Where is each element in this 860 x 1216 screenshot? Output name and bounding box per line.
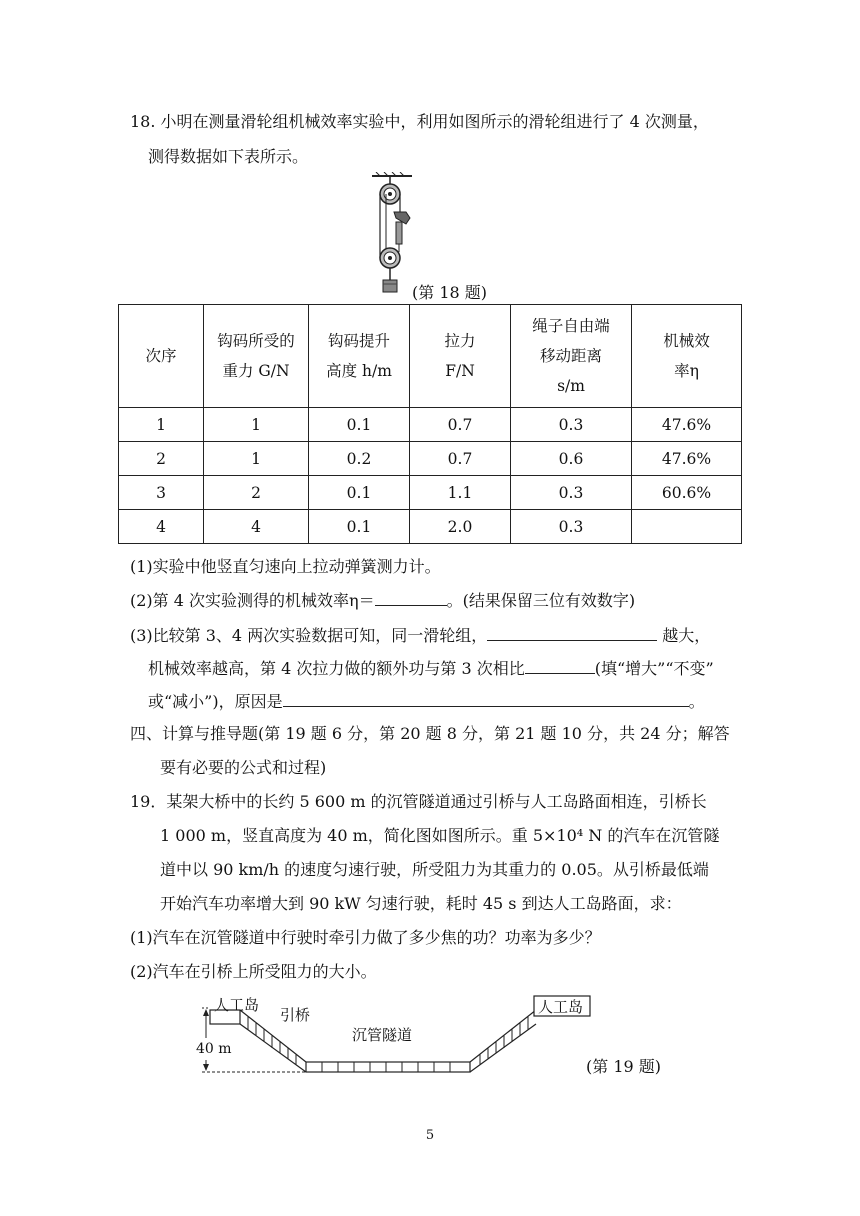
- header-order: 次序: [119, 305, 204, 408]
- header-efficiency: 机械效 率η: [632, 305, 742, 408]
- table-cell: 4: [119, 510, 204, 544]
- q18-sub1: (1)实验中他竖直匀速向上拉动弹簧测力计。: [130, 557, 441, 576]
- q18-stem-line1: 18. 小明在测量滑轮组机械效率实验中，利用如图所示的滑轮组进行了 4 次测量，: [130, 112, 709, 131]
- table-cell: 1: [204, 442, 309, 476]
- page-number: 5: [425, 1128, 435, 1143]
- q18-stem-line2: 测得数据如下表所示。: [148, 147, 309, 166]
- q18-sub2: (2)第 4 次实验测得的机械效率η＝ 。(结果保留三位有效数字): [130, 591, 636, 610]
- section4-heading-line1: 四、计算与推导题(第 19 题 6 分，第 20 题 8 分，第 21 题 10 分，共 24 分；解答: [130, 724, 730, 743]
- q19-figure-caption: (第 19 题): [586, 1057, 662, 1076]
- table-cell: 2: [119, 442, 204, 476]
- q18-sub3-line2: 机械效率越高，第 4 次拉力做的额外功与第 3 次相比 (填“增大”“不变”: [148, 659, 714, 678]
- table-cell: 0.7: [410, 442, 511, 476]
- q18-sub3-line3: 或“减小”)，原因是 。: [148, 692, 705, 711]
- header-force: 拉力 F/N: [410, 305, 511, 408]
- table-cell: 0.1: [309, 408, 410, 442]
- table-cell: 4: [204, 510, 309, 544]
- section4-heading-line2: 要有必要的公式和过程): [160, 758, 327, 777]
- table-cell: 2.0: [410, 510, 511, 544]
- table-cell: 0.3: [511, 476, 632, 510]
- fig-label-bridge: 引桥: [280, 1006, 311, 1024]
- q18-figure-caption: (第 18 题): [412, 283, 488, 302]
- table-cell: 1.1: [410, 476, 511, 510]
- table-cell: [632, 510, 742, 544]
- header-height: 钩码提升 高度 h/m: [309, 305, 410, 408]
- pulley-system-figure: [366, 172, 426, 300]
- table-row: [119, 442, 742, 476]
- q19-sub2: (2)汽车在引桥上所受阻力的大小。: [130, 962, 377, 981]
- table-row: [119, 408, 742, 442]
- answer-blank[interactable]: [375, 589, 447, 606]
- table-cell: 60.6%: [632, 476, 742, 510]
- table-cell: 3: [119, 476, 204, 510]
- answer-blank[interactable]: [525, 657, 595, 674]
- fig-label-island-right: 人工岛: [538, 998, 584, 1016]
- table-cell: 1: [119, 408, 204, 442]
- table-cell: 47.6%: [632, 442, 742, 476]
- table-header-row: [119, 305, 742, 408]
- q19-stem-line1: 19．某架大桥中的长约 5 600 m 的沉管隧道通过引桥与人工岛路面相连，引桥长: [130, 792, 707, 811]
- table-cell: 0.7: [410, 408, 511, 442]
- q18-data-table: [118, 304, 742, 544]
- table-cell: 0.3: [511, 408, 632, 442]
- header-distance: 绳子自由端 移动距离 s/m: [511, 305, 632, 408]
- answer-blank[interactable]: [283, 690, 689, 707]
- answer-blank[interactable]: [487, 624, 657, 641]
- table-cell: 2: [204, 476, 309, 510]
- q18-sub3-line1: (3)比较第 3、4 两次实验数据可知，同一滑轮组， 越大，: [130, 626, 711, 645]
- table-row: [119, 476, 742, 510]
- table-row: [119, 510, 742, 544]
- q19-sub1: (1)汽车在沉管隧道中行驶时牵引力做了多少焦的功？功率为多少？: [130, 928, 601, 947]
- fig-label-island-left: 人工岛: [214, 996, 260, 1014]
- table-cell: 0.2: [309, 442, 410, 476]
- table-cell: 47.6%: [632, 408, 742, 442]
- table-cell: 1: [204, 408, 309, 442]
- header-weight: 钩码所受的 重力 G/N: [204, 305, 309, 408]
- table-cell: 0.1: [309, 510, 410, 544]
- table-cell: 0.6: [511, 442, 632, 476]
- q19-stem-line4: 开始汽车功率增大到 90 kW 匀速行驶，耗时 45 s 到达人工岛路面，求：: [160, 894, 682, 913]
- table-cell: 0.1: [309, 476, 410, 510]
- fig-label-height: 40 m: [196, 1038, 232, 1060]
- table-cell: 0.3: [511, 510, 632, 544]
- fig-label-tunnel: 沉管隧道: [352, 1026, 413, 1044]
- q19-stem-line3: 道中以 90 km/h 的速度匀速行驶，所受阻力为其重力的 0.05。从引桥最低端: [160, 860, 709, 879]
- q19-stem-line2: 1 000 m，竖直高度为 40 m，简化图如图所示。重 5×10⁴ N 的汽车在沉管隧: [160, 826, 720, 845]
